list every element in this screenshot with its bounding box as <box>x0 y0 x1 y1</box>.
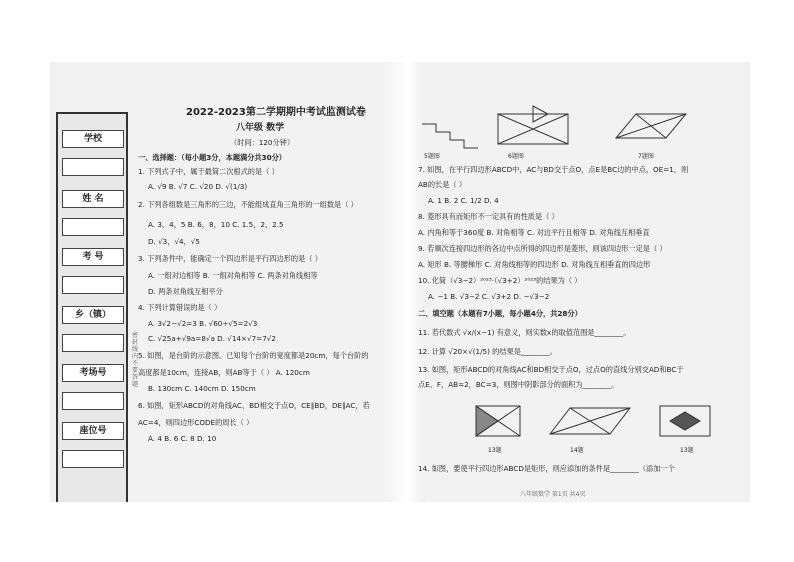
question-2: 2. 下列各组数是三角形的三边，不能组成直角三角形的一组数是（ ） <box>138 200 358 209</box>
figures-5-6-7 <box>416 102 746 158</box>
diagonal-7-bd <box>636 114 666 138</box>
question-7: 7. 如图，在平行四边形ABCD中，AC与BD交于点O，点E是BC边的中点，OE=1，则 <box>418 165 689 174</box>
student-info-sidebar <box>56 112 128 502</box>
question-5-cont: 高度都是10cm，连接AB，则AB等于（ ） A. 120cm <box>138 368 310 377</box>
exam-time: （时间：120分钟） <box>230 138 295 147</box>
question-6: 6. 如图，矩形ABCD的对角线AC、BD相交于点O，CE∥BD，DE∥AC，若 <box>138 401 370 410</box>
question-2-options-d: D. √3，√4，√5 <box>148 237 200 246</box>
seat-label: 座位号 <box>62 422 124 440</box>
name-field <box>62 218 124 236</box>
section-one-heading: 一、选择题：（每小题3分，本题满分共30分） <box>138 153 286 162</box>
exam-number-field <box>62 276 124 294</box>
figure-6-caption: 6题图 <box>508 153 524 160</box>
shaded-rhombus <box>670 412 700 430</box>
question-4: 4. 下列计算错误的是（ ） <box>138 303 222 312</box>
section-two-heading: 二、填空题（本题有7小题，每小题4分，共28分） <box>418 309 582 318</box>
seal-line-text: 密封线内不要答题 <box>132 332 139 388</box>
question-9: 9. 若顺次连接四边形的各边中点所得的四边形是菱形，则该四边形一定是（ ） <box>418 244 667 253</box>
seat-field <box>62 450 124 468</box>
question-14: 14. 如图，要使平行四边形ABCD是矩形，则应添加的条件是________（添加一个 <box>418 464 675 473</box>
exam-number-label: 考 号 <box>62 248 124 266</box>
exam-room-field <box>62 392 124 410</box>
question-4-options-a: A. 3√2−√2=3 B. √60÷√5=2√3 <box>148 319 258 328</box>
name-label: 姓 名 <box>62 190 124 208</box>
question-2-options-a: A. 3，4，5 B. 6，8，10 C. 1.5，2，2.5 <box>148 220 284 229</box>
question-3-options-a: A. 一组对边相等 B. 一组对角相等 C. 两条对角线相等 <box>148 271 318 280</box>
stairs-figure <box>422 124 478 148</box>
question-13: 13. 如图，矩形ABCD的对角线AC和BD相交于点O，过点O的直线分别交AD和BC于 <box>418 365 684 374</box>
question-8-options: A. 内角和等于360度 B. 对角相等 C. 对边平行且相等 D. 对角线互相垂直 <box>418 228 650 237</box>
figures-13-14 <box>470 398 720 448</box>
question-9-options: A. 矩形 B. 等腰梯形 C. 对角线相等的四边形 D. 对角线互相垂直的四边形 <box>418 260 651 269</box>
exam-title: 2022-2023第二学期期中考试监测试卷 <box>186 107 366 118</box>
question-6-options: A. 4 B. 6 C. 8 D. 10 <box>148 434 217 443</box>
question-5-options: B. 130cm C. 140cm D. 150cm <box>148 384 256 393</box>
question-6-cont: AC=4，则四边形CODE的周长（ ） <box>138 418 254 427</box>
shaded-region <box>476 406 498 436</box>
figure-5-caption: 5题图 <box>424 153 440 160</box>
school-label: 学校 <box>62 130 124 148</box>
exam-grade-subject: 八年级 数学 <box>236 123 285 133</box>
question-10-options: A. −1 B. √3−2 C. √3+2 D. −√3−2 <box>428 292 550 301</box>
diagonal-14-bd <box>570 408 610 434</box>
question-8: 8. 菱形具有而矩形不一定具有的性质是（ ） <box>418 212 559 221</box>
question-3: 3. 下列条件中，能确定一个四边形是平行四边形的是（ ） <box>138 254 322 263</box>
question-13-cont: 点E、F，AB=2，BC=3，则图中阴影部分的面积为________。 <box>418 380 619 389</box>
figure-13b-caption: 13题 <box>680 447 694 454</box>
school-field <box>62 158 124 176</box>
figure-7-caption: 7题图 <box>638 153 654 160</box>
figure-13-caption: 13题 <box>488 447 502 454</box>
township-label: 乡（镇） <box>62 306 124 324</box>
question-12: 12. 计算 √20×√(1/5) 的结果是________。 <box>418 347 557 356</box>
question-3-options-d: D. 两条对角线互相平分 <box>148 287 223 296</box>
exam-sheet <box>50 62 750 502</box>
question-5: 5. 如图，是台阶的示意图。已知每个台阶的宽度都是20cm，每个台阶的 <box>138 351 369 360</box>
township-field <box>62 334 124 352</box>
question-11: 11. 若代数式 √x/(x−1) 有意义，则实数x的取值范围是________。 <box>418 328 631 337</box>
question-7-cont: AB的长是（ ） <box>418 180 467 189</box>
question-1-options: A. √9 B. √7 C. √20 D. √(1/3) <box>148 182 248 191</box>
question-10: 10. 化简（√3−2）²⁰²³·（√3+2）²⁰²³的结果为（ ） <box>418 276 582 285</box>
question-7-options: A. 1 B. 2 C. 1/2 D. 4 <box>428 196 499 205</box>
figure-14-caption: 14题 <box>570 447 584 454</box>
question-4-options-c: C. √25a+√9a=8√a D. √14×√7=7√2 <box>148 334 276 343</box>
exam-room-label: 考场号 <box>62 364 124 382</box>
page-footer: 八年级数学 第1页 共4页 <box>520 491 586 498</box>
question-1: 1. 下列式子中，属于最简二次根式的是（ ） <box>138 167 279 176</box>
